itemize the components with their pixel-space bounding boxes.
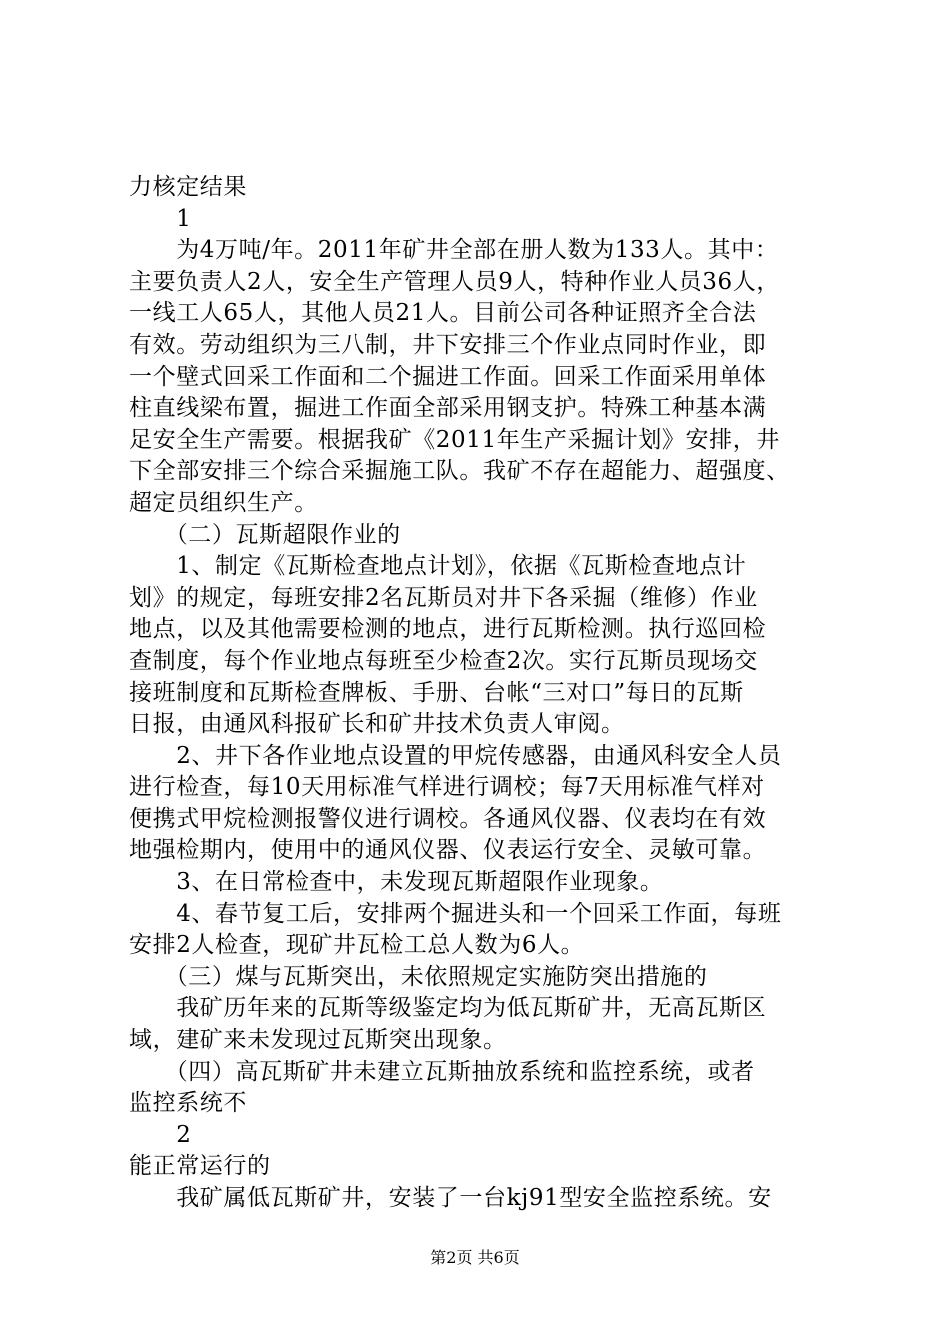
text-line: 地强检期内，使用中的通风仪器、仪表运行安全、灵敏可靠。	[129, 837, 767, 864]
text-line: 力核定结果	[129, 174, 247, 200]
text-line: 安排2人检查，现矿井瓦检工总人数为6人。	[129, 932, 585, 959]
text-line: 2、井下各作业地点设置的甲烷传感器，由通风科安全人员	[129, 742, 782, 769]
text-line: 监控系统不	[129, 1090, 247, 1117]
text-line: 划》的规定，每班安排2名瓦斯员对井下各采掘（维修）作业	[129, 584, 758, 611]
text-line: 我矿历年来的瓦斯等级鉴定均为低瓦斯矿井，无高瓦斯区	[129, 995, 767, 1022]
text-line: 进行检查，每10天用标准气样进行调校；每7天用标准气样对	[129, 774, 765, 801]
text-line: 1	[129, 205, 192, 232]
text-line: 足安全生产需要。根据我矿《2011年生产采掘计划》安排，井	[129, 426, 780, 453]
text-line: 查制度，每个作业地点每班至少检查2次。实行瓦斯员现场交	[129, 647, 758, 674]
text-line: 我矿属低瓦斯矿井，安装了一台kj91型安全监控系统。安	[129, 1185, 772, 1211]
text-line: 一个壁式回采工作面和二个掘进工作面。回采工作面采用单体	[129, 363, 767, 390]
text-line: （四）高瓦斯矿井未建立瓦斯抽放系统和监控系统，或者	[129, 1058, 755, 1085]
text-line: 接班制度和瓦斯检查牌板、手册、台帐“三对口”每日的瓦斯	[129, 679, 744, 706]
text-line: 柱直线梁布置，掘进工作面全部采用钢支护。特殊工种基本满	[129, 395, 767, 422]
text-line: 4、春节复工后，安排两个掘进头和一个回采工作面，每班	[129, 900, 782, 927]
text-line: 有效。劳动组织为三八制，井下安排三个作业点同时作业，即	[129, 331, 767, 358]
text-line: 一线工人65人，其他人员21人。目前公司各种证照齐全合法	[129, 300, 757, 327]
text-line: 下全部安排三个综合采掘施工队。我矿不存在超能力、超强度、	[129, 458, 790, 485]
text-line: 1、制定《瓦斯检查地点计划》，依据《瓦斯检查地点计	[129, 553, 747, 580]
text-line: 日报，由通风科报矿长和矿井技术负责人审阅。	[129, 711, 625, 738]
text-line: 地点，以及其他需要检测的地点，进行瓦斯检测。执行巡回检	[129, 616, 767, 643]
text-line: 便携式甲烷检测报警仪进行调校。各通风仪器、仪表均在有效	[129, 805, 767, 832]
text-line: 域，建矿来未发现过瓦斯突出现象。	[129, 1027, 507, 1054]
text-line: 能正常运行的	[129, 1153, 271, 1180]
text-line: （二）瓦斯超限作业的	[129, 521, 401, 548]
text-line: 为4万吨/年。2011年矿井全部在册人数为133人。其中：	[129, 237, 779, 264]
page-footer: 第2页 共6页	[430, 1248, 520, 1267]
text-line: 3、在日常检查中，未发现瓦斯超限作业现象。	[129, 869, 664, 896]
text-line: 2	[129, 1121, 192, 1148]
text-line: 超定员组织生产。	[129, 489, 318, 516]
text-line: （三）煤与瓦斯突出，未依照规定实施防突出措施的	[129, 963, 708, 990]
text-line: 主要负责人2人，安全生产管理人员9人，特种作业人员36人，	[129, 268, 780, 295]
